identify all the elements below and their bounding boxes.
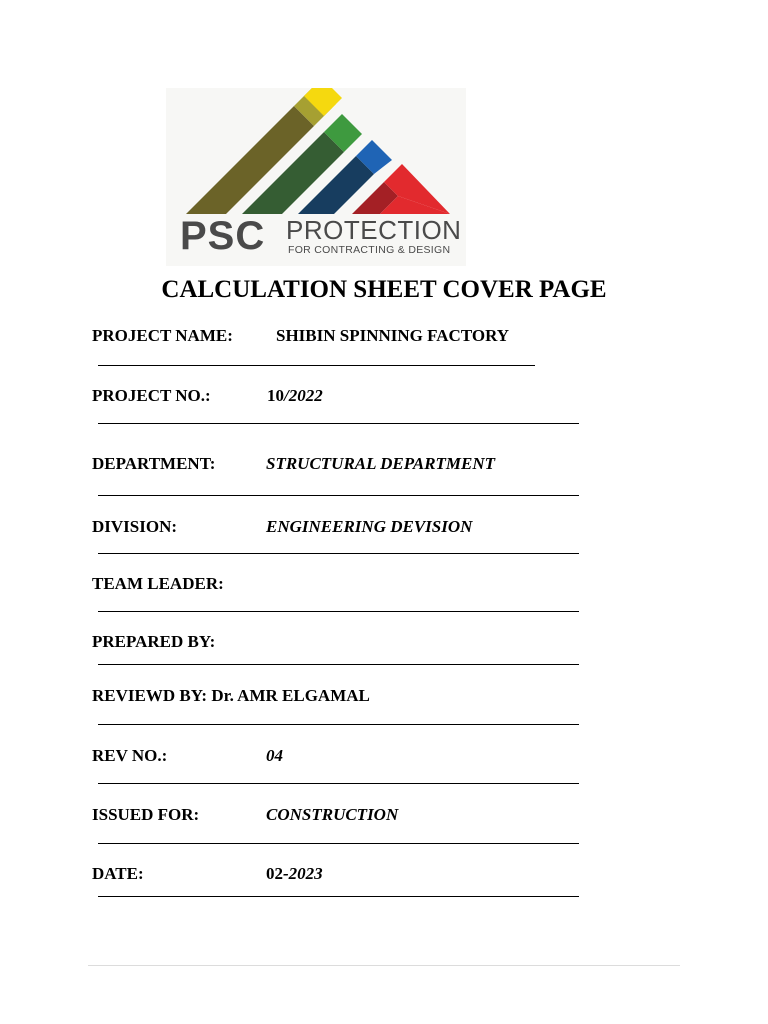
project-name-value: SHIBIN SPINNING FACTORY (276, 326, 510, 345)
division-value: ENGINEERING DEVISION (266, 517, 473, 536)
document-title: CALCULATION SHEET COVER PAGE (161, 276, 607, 303)
team-leader-rule (98, 611, 579, 612)
project-no-value (267, 385, 323, 407)
team-leader-label: TEAM LEADER: (92, 574, 224, 593)
page-footer-divider (88, 965, 680, 966)
date-label: DATE: (92, 864, 144, 883)
project-no-label: PROJECT NO.: (92, 386, 211, 405)
project-no-rule (98, 423, 579, 424)
issued-for-value: CONSTRUCTION (266, 805, 399, 824)
rev-no-rule (98, 783, 579, 784)
prepared-by-rule (98, 664, 579, 665)
project-no-value-number: 10 (267, 386, 284, 405)
prepared-by-label: PREPARED BY: (92, 632, 216, 651)
division-label: DIVISION: (92, 517, 178, 536)
department-rule (98, 495, 579, 496)
reviewed-by-rule (98, 724, 579, 725)
reviewed-by-label: REVIEWD BY: Dr. AMR ELGAMAL (92, 686, 370, 705)
rev-no-value: 04 (266, 746, 283, 765)
department-label: DEPARTMENT: (92, 454, 216, 473)
logo-name-text: PROTECTION (286, 215, 462, 245)
date-value-year: -2023 (283, 864, 323, 883)
rev-no-label: REV NO.: (92, 746, 168, 765)
logo-stripes-graphic (166, 88, 466, 218)
department-value: STRUCTURAL DEPARTMENT (266, 454, 496, 473)
date-value-month: 02 (266, 864, 283, 883)
date-rule (98, 896, 579, 897)
project-name-label: PROJECT NAME: (92, 326, 233, 345)
company-logo (166, 88, 466, 266)
project-no-value-year: /2022 (284, 386, 323, 405)
logo-tagline-text: FOR CONTRACTING & DESIGN (288, 244, 451, 256)
issued-for-label: ISSUED FOR: (92, 805, 200, 824)
date-value (266, 863, 323, 885)
division-rule (98, 553, 579, 554)
project-name-rule (98, 365, 535, 366)
logo-brand-text: PSC (180, 214, 266, 258)
issued-for-rule (98, 843, 579, 844)
